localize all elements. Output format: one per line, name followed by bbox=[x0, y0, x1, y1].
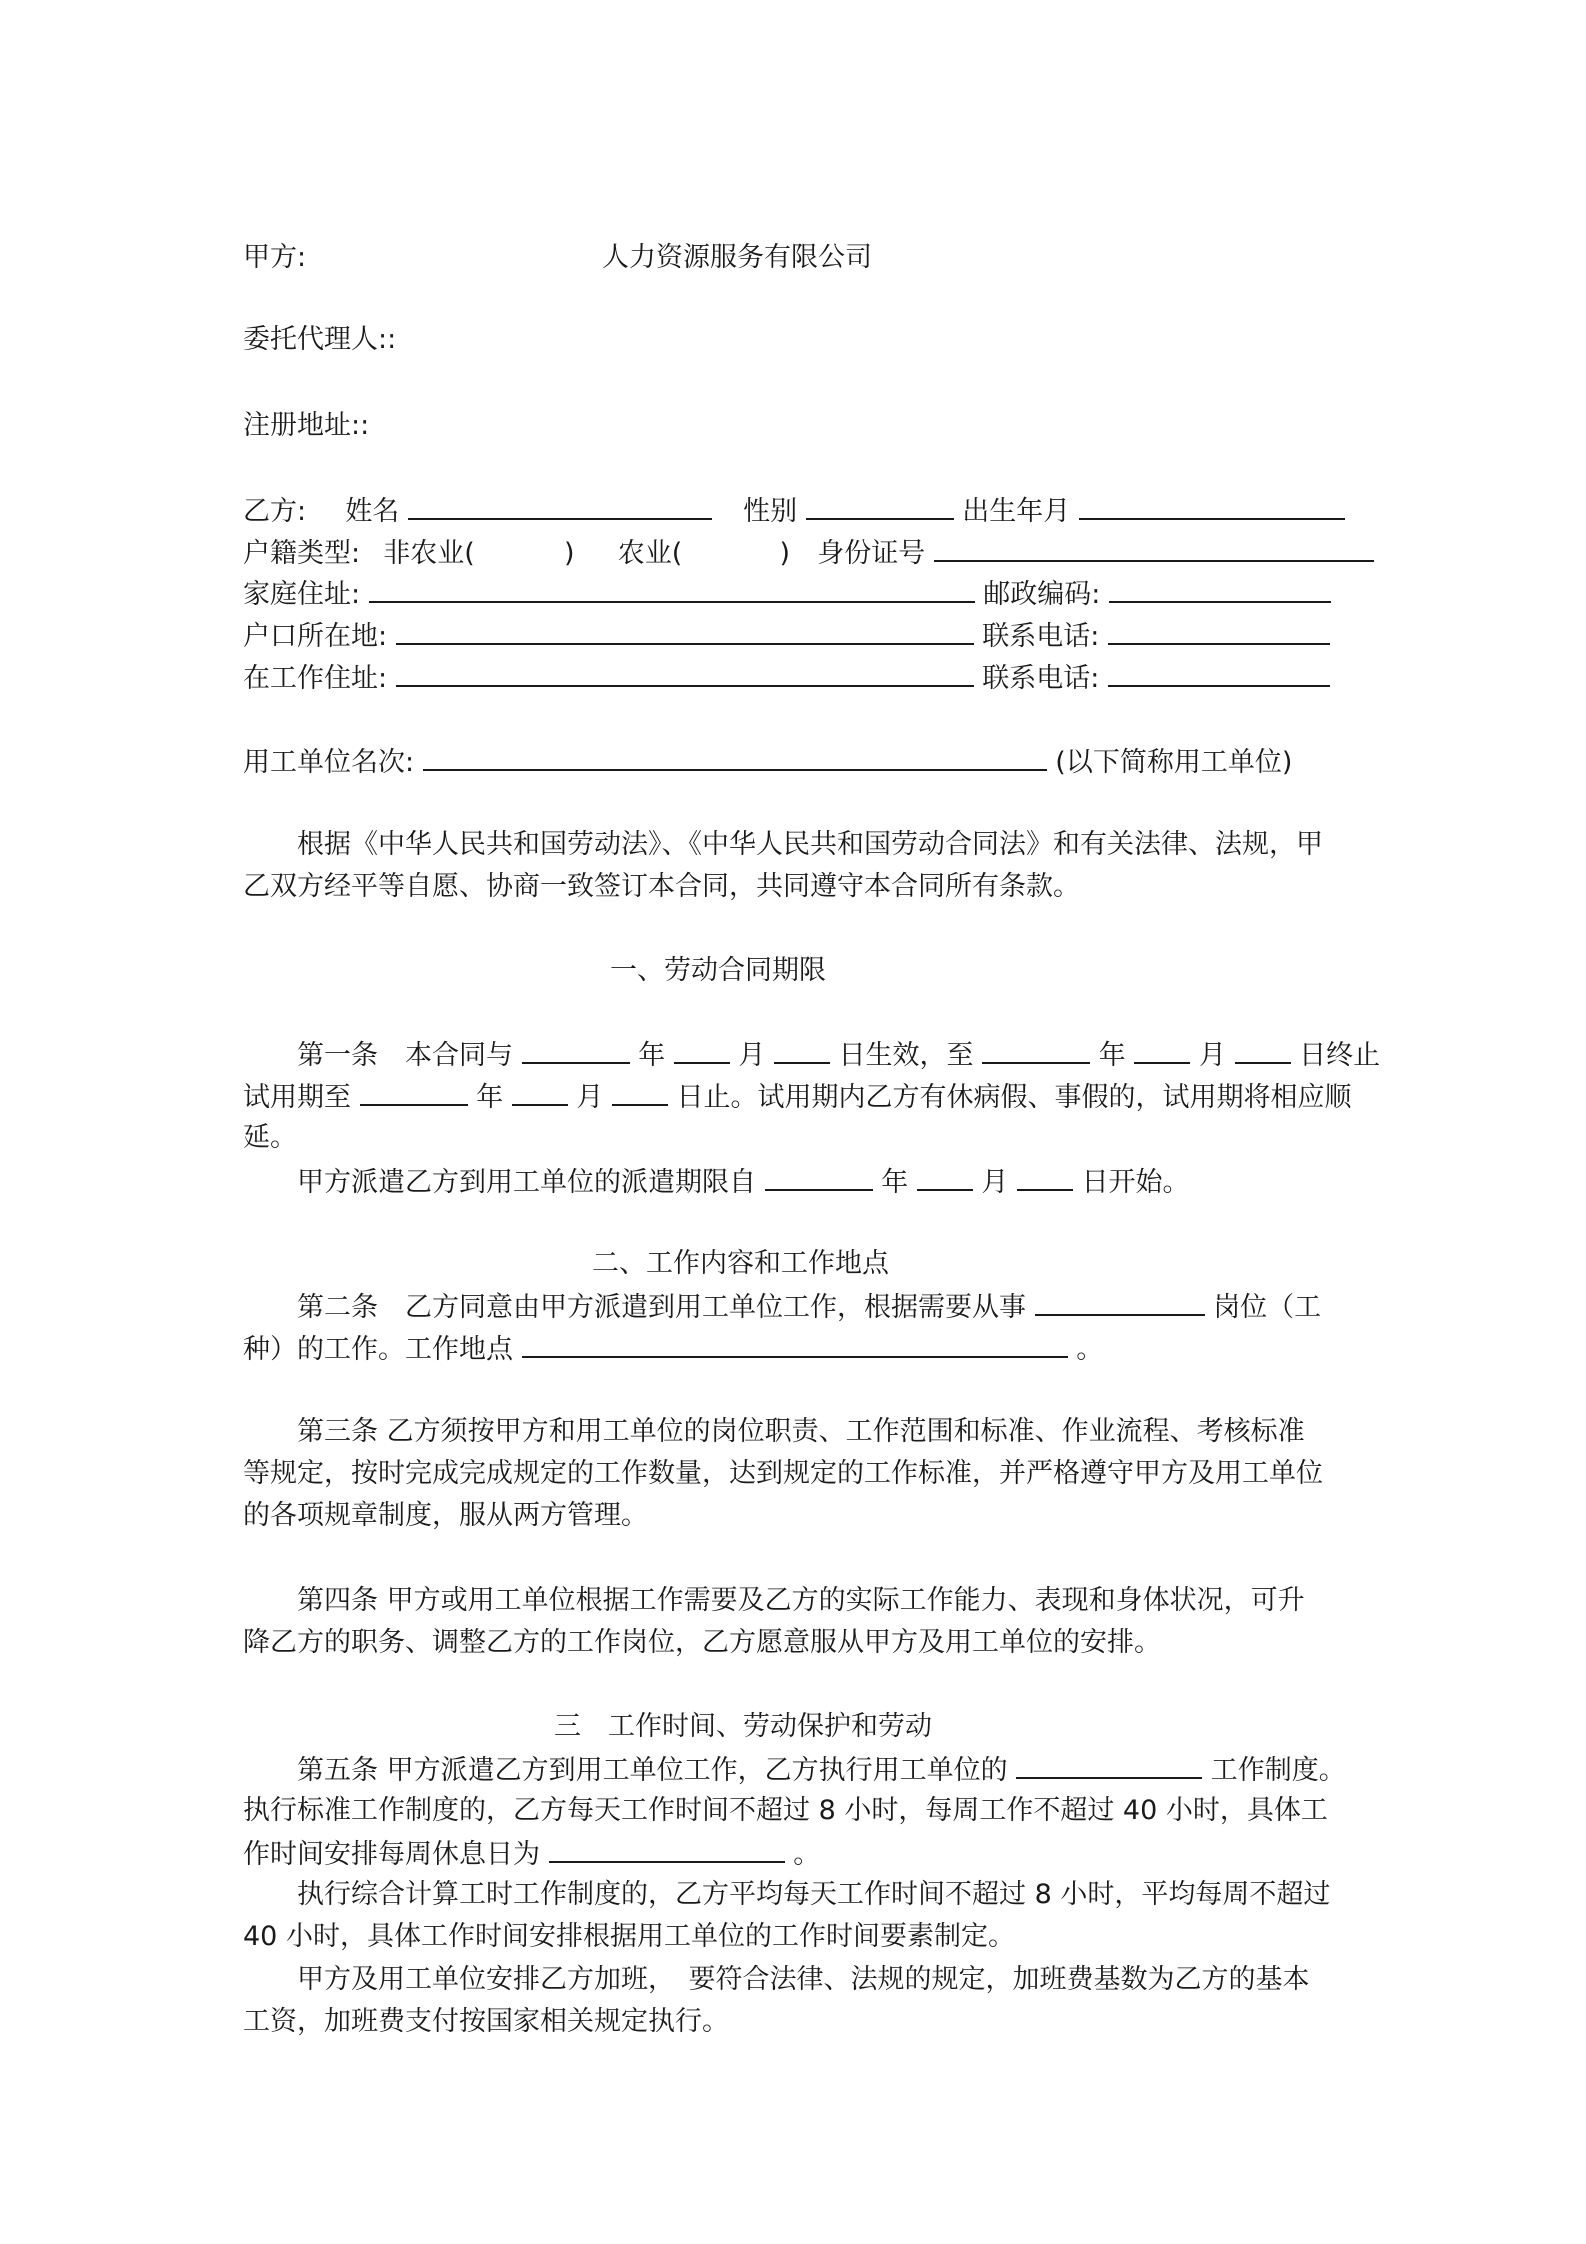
hukou-type-label: 户籍类型: bbox=[243, 538, 361, 569]
article-3-line-2: 等规定，按时完成完成规定的工作数量，达到规定的工作标准，并严格遵守甲方及用工单位 bbox=[243, 1458, 1323, 1489]
art2-line2-prefix: 种）的工作。工作地点 bbox=[243, 1334, 513, 1365]
gender-label: 性别 bbox=[743, 496, 798, 527]
preamble-line-1: 根据《中华人民共和国劳动法》、《中华人民共和国劳动合同法》和有关法律、法规，甲 bbox=[297, 829, 1323, 860]
overtime-line-1: 甲方及用工单位安排乙方加班， 要符合法律、法规的规定，加班费基数为乙方的基本 bbox=[297, 1964, 1310, 1995]
year-text: 年 bbox=[1098, 1040, 1126, 1071]
trial-month-field[interactable] bbox=[512, 1078, 568, 1106]
dispatch-line bbox=[297, 1163, 1190, 1199]
reg-address-label: 注册地址:: bbox=[243, 410, 370, 441]
birth-label: 出生年月 bbox=[962, 496, 1071, 527]
start-month-field[interactable] bbox=[674, 1036, 730, 1064]
dispatch-suffix: 日开始。 bbox=[1081, 1167, 1190, 1198]
comprehensive-line-2: 40 小时，具体工作时间安排根据用工单位的工作时间要素制定。 bbox=[243, 1921, 1015, 1952]
article-5-line-1 bbox=[297, 1751, 1346, 1787]
party-b-label: 乙方: bbox=[243, 496, 307, 527]
article-3-line-3: 的各项规章制度，服从两方管理。 bbox=[243, 1500, 648, 1531]
art2-suffix: 岗位（工 bbox=[1213, 1292, 1322, 1323]
art5-suffix: 工作制度。 bbox=[1210, 1755, 1346, 1786]
month-text: 月 bbox=[981, 1167, 1009, 1198]
month-text: 月 bbox=[1198, 1040, 1226, 1071]
standard-line-2 bbox=[243, 1835, 820, 1871]
party-b-row-hukou bbox=[243, 534, 1374, 570]
party-b-row-hukou-loc bbox=[243, 617, 1330, 653]
end-day-field[interactable] bbox=[1235, 1036, 1291, 1064]
dispatch-year-field[interactable] bbox=[765, 1163, 873, 1191]
section-3-title: 三 工作时间、劳动保护和劳动 bbox=[554, 1711, 932, 1742]
trial-year-field[interactable] bbox=[360, 1078, 468, 1106]
employer-row bbox=[243, 743, 1292, 779]
party-a-label: 甲方: bbox=[243, 242, 307, 273]
party-b-row-name bbox=[243, 492, 1345, 528]
phone-field[interactable] bbox=[1108, 617, 1330, 645]
art5-prefix: 第五条 甲方派遣乙方到用工单位工作，乙方执行用工单位的 bbox=[297, 1755, 1008, 1786]
position-field[interactable] bbox=[1035, 1288, 1205, 1316]
article-4-line-1: 第四条 甲方或用工单位根据工作需要及乙方的实际工作能力、表现和身体状况，可升 bbox=[297, 1585, 1305, 1616]
month-text: 月 bbox=[576, 1082, 604, 1113]
name-field[interactable] bbox=[408, 492, 712, 520]
article-1-line-3: 延。 bbox=[243, 1122, 297, 1153]
art2-prefix: 第二条 乙方同意由甲方派遣到用工单位工作，根据需要从事 bbox=[297, 1292, 1026, 1323]
end-month-field[interactable] bbox=[1134, 1036, 1190, 1064]
article-1-line-2 bbox=[243, 1078, 1352, 1114]
article-2-line-2 bbox=[243, 1330, 1103, 1366]
dispatch-prefix: 甲方派遣乙方到用工单位的派遣期限自 bbox=[297, 1167, 756, 1198]
birth-field[interactable] bbox=[1079, 492, 1345, 520]
rest-day-field[interactable] bbox=[549, 1835, 785, 1863]
article-2-line-1 bbox=[297, 1288, 1321, 1324]
name-label: 姓名 bbox=[345, 496, 400, 527]
gender-field[interactable] bbox=[806, 492, 954, 520]
work-address-field[interactable] bbox=[396, 659, 974, 687]
end-year-field[interactable] bbox=[982, 1036, 1090, 1064]
trial-suffix: 日止。试用期内乙方有休病假、事假的，试用期将相应顺 bbox=[676, 1082, 1352, 1113]
party-b-row-home bbox=[243, 575, 1331, 611]
article-1-line-1 bbox=[297, 1036, 1380, 1072]
month-text: 月 bbox=[738, 1040, 766, 1071]
work-address-label: 在工作住址: bbox=[243, 663, 388, 694]
effective-text: 日生效，至 bbox=[838, 1040, 974, 1071]
phone-label-2: 联系电话: bbox=[982, 663, 1100, 694]
employer-label: 用工单位名次: bbox=[243, 747, 415, 778]
party-a-company: 人力资源服务有限公司 bbox=[602, 242, 872, 273]
standard-line-1: 执行标准工作制度的，乙方每天工作时间不超过 8 小时，每周工作不超过 40 小时，具体工 bbox=[243, 1795, 1328, 1826]
party-b-row-work bbox=[243, 659, 1330, 695]
article-3-line-1: 第三条 乙方须按甲方和用工单位的岗位职责、工作范围和标准、作业流程、考核标准 bbox=[297, 1416, 1305, 1447]
preamble-line-2: 乙双方经平等自愿、协商一致签订本合同，共同遵守本合同所有条款。 bbox=[243, 871, 1080, 902]
id-field[interactable] bbox=[934, 534, 1374, 562]
year-text: 年 bbox=[638, 1040, 666, 1071]
art2-line2-suffix: 。 bbox=[1076, 1334, 1104, 1365]
hukou-location-field[interactable] bbox=[396, 617, 974, 645]
phone-field-2[interactable] bbox=[1108, 659, 1330, 687]
year-text: 年 bbox=[476, 1082, 504, 1113]
year-text: 年 bbox=[881, 1167, 909, 1198]
hukou-location-label: 户口所在地: bbox=[243, 621, 388, 652]
phone-label: 联系电话: bbox=[982, 621, 1100, 652]
agent-label: 委托代理人:: bbox=[243, 324, 397, 355]
std-line2-suffix: 。 bbox=[793, 1839, 821, 1870]
home-address-label: 家庭住址: bbox=[243, 579, 361, 610]
paren-close-2: ) bbox=[779, 538, 791, 569]
overtime-line-2: 工资，加班费支付按国家相关规定执行。 bbox=[243, 2006, 729, 2037]
article-4-line-2: 降乙方的职务、调整乙方的工作岗位，乙方愿意服从甲方及用工单位的安排。 bbox=[243, 1627, 1161, 1658]
terminate-text: 日终止 bbox=[1299, 1040, 1381, 1071]
agri-label: 农业( bbox=[617, 538, 683, 569]
work-system-field[interactable] bbox=[1016, 1751, 1202, 1779]
work-location-field[interactable] bbox=[522, 1330, 1068, 1358]
trial-day-field[interactable] bbox=[612, 1078, 668, 1106]
section-2-title: 二、工作内容和工作地点 bbox=[592, 1248, 889, 1279]
id-label: 身份证号 bbox=[817, 538, 926, 569]
section-1-title: 一、劳动合同期限 bbox=[610, 955, 826, 986]
trial-prefix: 试用期至 bbox=[243, 1082, 351, 1113]
dispatch-day-field[interactable] bbox=[1017, 1163, 1073, 1191]
employer-suffix: (以下简称用工单位) bbox=[1055, 747, 1293, 778]
art1-prefix: 第一条 本合同与 bbox=[297, 1040, 513, 1071]
start-day-field[interactable] bbox=[774, 1036, 830, 1064]
dispatch-month-field[interactable] bbox=[917, 1163, 973, 1191]
non-agri-label: 非农业( bbox=[383, 538, 475, 569]
postcode-label: 邮政编码: bbox=[983, 579, 1101, 610]
comprehensive-line-1: 执行综合计算工时工作制度的，乙方平均每天工作时间不超过 8 小时，平均每周不超过 bbox=[297, 1879, 1331, 1910]
postcode-field[interactable] bbox=[1109, 575, 1331, 603]
paren-close-1: ) bbox=[564, 538, 575, 569]
home-address-field[interactable] bbox=[369, 575, 975, 603]
employer-field[interactable] bbox=[423, 743, 1047, 771]
std-line2-prefix: 作时间安排每周休息日为 bbox=[243, 1839, 540, 1870]
start-year-field[interactable] bbox=[522, 1036, 630, 1064]
